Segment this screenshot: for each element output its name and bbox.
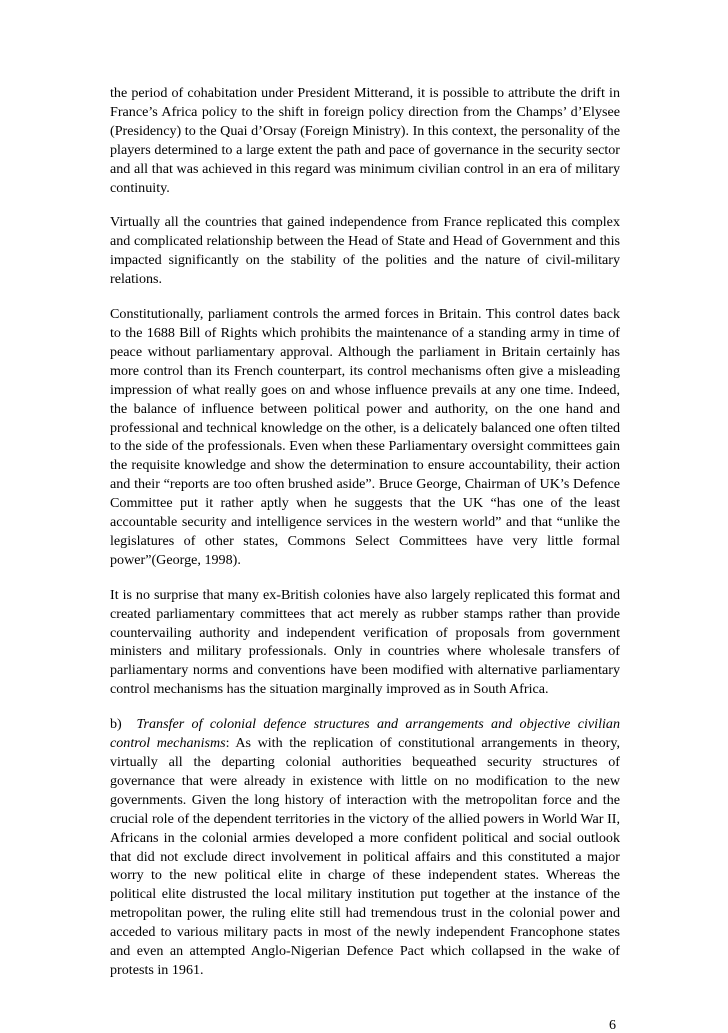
section-b-body: : As with the replication of constitutional arrangements in theory, virtually all the departing colonial authorities bequeathed security structures of governance that were already in existence with little on no modification to the new governments. Given the long history of interaction with the metropolitan force and the crucial role of the dependent territories in the victory of the allied powers in World War II, Africans in the colonial armies developed a more confident political and social outlook that did not exclude direct involvement in political affairs and this constituted a major worry to the new political elite in charge of these independent states. Whereas the political elite distrusted the local military institution put together at the instance of the metropolitan power, the ruling elite still had tremendous trust in the colonial power and acceded to various military pacts in most of the newly independent Francophone states and even an attempted Anglo-Nigerian Defence Pact which collapsed in the wake of protests in 1961. xyxy=(110,735,620,978)
paragraph-section-b xyxy=(110,715,620,980)
paragraph-ex-british-colonies: It is no surprise that many ex-British colonies have also largely replicated this format and created parliamentary committees that act merely as rubber stamps rather than provide countervailing authority and independent verification of proposals from government ministers and military professionals. Only in countries where wholesale transfers of parliamentary norms and conventions have been modified with alternative parliamentary control mechanisms has the situation marginally improved as in South Africa. xyxy=(110,586,620,698)
document-page xyxy=(110,84,620,996)
section-b-marker: b) xyxy=(110,716,122,733)
page-number: 6 xyxy=(609,1018,616,1033)
paragraph-cohabitation: the period of cohabitation under President Mitterand, it is possible to attribute the drift in France’s Africa policy to the shift in foreign policy direction from the Champs’ d’Elysee (Presidency) to the Quai d’Orsay (Foreign Ministry). In this context, the personality of the players determined to a large extent the path and pace of governance in the security sector and all that was achieved in this regard was minimum civilian control in an era of military continuity. xyxy=(110,85,620,196)
paragraph-francophone-replication: Virtually all the countries that gained independence from France replicated this complex and complicated relationship between the Head of State and Head of Government and this impacted significantly on the stability of the polities and the nature of civil-military relations. xyxy=(110,214,620,288)
paragraph-british-parliament: Constitutionally, parliament controls the armed forces in Britain. This control dates back to the 1688 Bill of Rights which prohibits the maintenance of a standing army in time of peace without parliamentary approval. Although the parliament in Britain certainly has more control than its French counterpart, its control mechanisms often give a misleading impression of what really goes on and whose influence prevails at any one time. Indeed, the balance of influence between political power and authority, on the one hand and professional and technical knowledge on the other, is a delicately balanced one often tilted to the side of the professionals. Even when these Parliamentary oversight committees gain the requisite knowledge and show the determination to ensure accountability, their action and their “reports are too often brushed aside”. Bruce George, Chairman of UK’s Defence Committee put it rather aptly when he suggests that the UK “has one of the least accountable security and intelligence services in the western world” and that “unlike the legislatures of other states, Commons Select Committees have very little formal power”(George, 1998). xyxy=(110,306,620,568)
section-b-heading: Transfer of colonial defence structures and arrangements and objective civilian control mechanisms xyxy=(110,716,621,752)
